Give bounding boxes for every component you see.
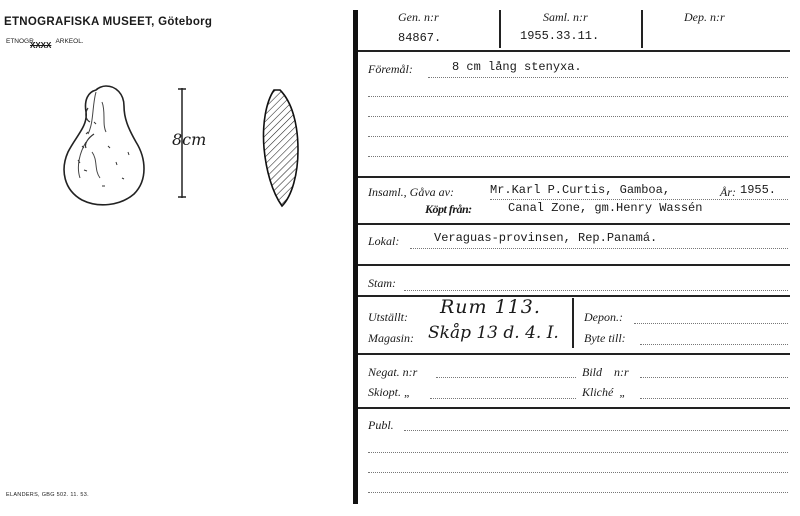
dotline [404,430,788,431]
dotline [430,398,576,399]
card-divider [353,10,358,504]
foremal-label: Föremål: [368,62,413,76]
kopt-value: Canal Zone, gm.Henry Wassén [508,201,703,215]
ar-value: 1955. [740,183,777,197]
negat-label: Negat. n:r [368,365,418,379]
dotline [428,77,788,78]
dotline [410,248,788,249]
bild-label: Bild n:r [582,365,629,379]
lokal-label: Lokal: [368,234,400,248]
rule-header [358,50,790,52]
rule-lokal [358,264,790,266]
stam-label: Stam: [368,276,396,290]
dotline [640,398,788,399]
dotline [368,492,788,493]
saml-nr-value: 1955.33.11. [520,29,600,43]
dotline [368,156,788,157]
utstallt-label: Utställt: [368,310,409,324]
dotline [368,96,788,97]
scale-label: 8cm [172,130,207,149]
insaml-value: Mr.Karl P.Curtis, Gamboa, [490,183,671,197]
printer-footer: ELANDERS, GBG 502. 11. 53. [6,492,89,498]
dept-etnogr: ETNOGR. [6,38,36,45]
axe-front-sketch [58,82,158,212]
axe-profile-sketch [256,88,306,212]
dept-struck: XXXX [30,41,52,50]
magasin-label: Magasin: [368,331,414,345]
rule-foremal [358,176,790,178]
byte-label: Byte till: [584,331,626,345]
col-separator-2 [641,10,643,48]
rule-negat [358,407,790,409]
rule-magasin [358,353,790,355]
dotline [640,344,788,345]
dotline [368,452,788,453]
museum-title: ETNOGRAFISKA MUSEET, Göteborg [4,16,213,28]
ar-label: År: [720,185,736,199]
department-line [6,38,84,50]
rule-insaml [358,223,790,225]
kopt-label: Köpt från: [425,202,472,216]
depon-label: Depon.: [584,310,623,324]
insaml-label: Insaml., Gåva av: [368,185,454,199]
dep-nr-label: Dep. n:r [684,10,725,24]
magasin-value: Skåp 13 d. 4. I. [428,323,559,343]
gen-nr-label: Gen. n:r [398,10,439,24]
kliche-label: Kliché „ [582,385,626,399]
publ-label: Publ. [368,418,394,432]
foremal-value: 8 cm lång stenyxa. [452,60,582,74]
dotline [436,377,576,378]
dotline [368,136,788,137]
gen-nr-value: 84867. [398,31,442,45]
skiopt-label: Skiopt. „ [368,385,411,399]
lokal-value: Veraguas-provinsen, Rep.Panamá. [434,231,658,245]
rule-stam [358,295,790,297]
dotline [640,377,788,378]
dotline [634,323,788,324]
dotline [368,472,788,473]
col-separator-1 [499,10,501,48]
dotline [490,199,788,200]
saml-nr-label: Saml. n:r [543,10,588,24]
utstallt-value: Rum 113. [440,296,541,318]
dotline [368,116,788,117]
dotline [404,290,788,291]
utstallt-box-edge [572,298,574,348]
dept-arkeol: ARKEOL. [55,38,84,45]
